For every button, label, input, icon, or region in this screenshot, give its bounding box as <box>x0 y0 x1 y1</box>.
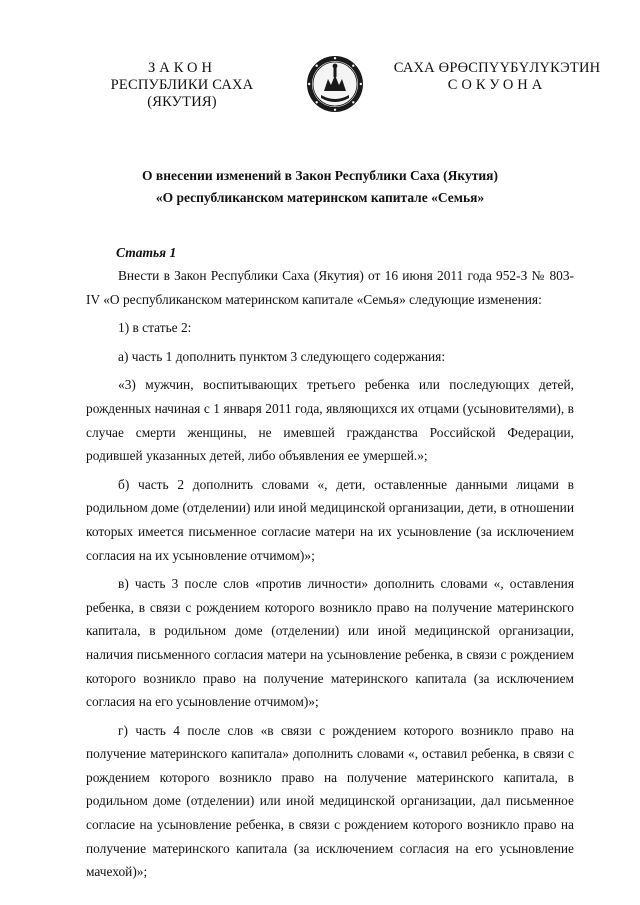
document-body <box>86 264 574 889</box>
paragraph: в) часть 3 после слов «против личности» дополнить словами «, оставления ребенка, в связи с рождением которого возникло право на получение материнского капитала, в родильном доме (отделении) или иной медицинской организации, наличия письменного согласия матери на усыновление ребенка, в связи с рождением которого возникло право на получение материнского капитала (за исключением согласия на его усыновление отчимом)»; <box>86 576 574 710</box>
header-right <box>392 60 602 94</box>
header-right-line1: САХА ӨРӨСПҮҮБҮЛҮКЭТИН <box>393 60 601 76</box>
paragraph: а) часть 1 дополнить пунктом 3 следующего содержания: <box>118 348 446 364</box>
paragraph: б) часть 2 дополнить словами «, дети, оставленные данными лицами в родильном доме (отделении) или иной медицинской организации, дети, в отношении которых имеется письменное согласие матери на их усыновление (за исключением согласия на их усыновление отчимом)»; <box>86 476 574 563</box>
article-heading: Статья 1 <box>116 245 177 260</box>
title-line2: «О республиканском материнском капитале «Семья» <box>155 190 485 205</box>
paragraph: г) часть 4 после слов «в связи с рождением которого возникло право на получение материнского капитала» дополнить словами «, оставил ребенка, в связи с рождением которого возникло право на получение материнского капитала, в родильном доме (отделении) или иной медицинской организации, дал письменное согласие на усыновление ребенка, в связи с рождением которого возникло право на получение материнского капитала (за исключением согласия на его усыновление мачехой)»; <box>86 722 574 880</box>
document-title <box>60 165 580 209</box>
header-right-line2: СОКУОНА <box>447 77 547 93</box>
paragraph: 1) в статье 2: <box>118 320 192 336</box>
title-line1: О внесении изменений в Закон Республики Саха (Якутия) <box>142 168 498 183</box>
coat-of-arms-emblem <box>306 55 364 113</box>
header-left-line2: РЕСПУБЛИКИ САХА (ЯКУТИЯ) <box>110 77 254 110</box>
header-left-line1: ЗАКОН <box>148 60 216 76</box>
header-left <box>82 60 282 111</box>
paragraph: Внести в Закон Республики Саха (Якутия) от 16 июня 2011 года 952-З № 803-IV «О республиканском материнском капитале «Семья» следующие изменения: <box>86 268 574 307</box>
paragraph: «3) мужчин, воспитывающих третьего ребенка или последующих детей, рожденных начиная с 1 января 2011 года, являющихся их отцами (усыновителями), в случае смерти женщины, не имевшей гражданства Российской Федерации, родившей указанных детей, либо объявления ее умершей.»; <box>86 377 574 464</box>
